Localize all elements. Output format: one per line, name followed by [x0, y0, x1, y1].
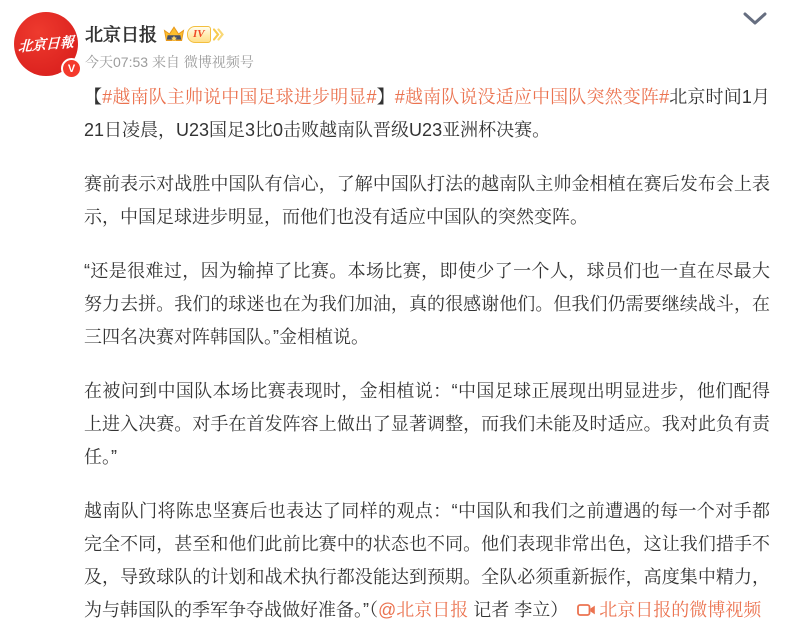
source-prefix: 来自 [151, 54, 180, 70]
membership-badge[interactable] [163, 26, 224, 43]
crown-icon [163, 26, 185, 43]
author-name[interactable]: 北京日报 [85, 25, 157, 45]
hashtag-link[interactable]: #越南队主帅说中国足球进步明显# [102, 87, 377, 107]
author-row [85, 21, 224, 47]
post-paragraph: 赛前表示对战胜中国队有信心，了解中国队打法的越南队主帅金相植在赛后发布会上表示，中国足球进步明显，而他们也没有适应中国队的突然变阵。 [84, 174, 770, 227]
paragraph-text: 北京时间1月21日凌晨，U23国足3比0击败越南队晋级U23亚洲杯决赛。 [84, 87, 771, 140]
post-paragraph [84, 81, 770, 147]
post-paragraph: 在被问到中国队本场比赛表现时，金相植说：“中国足球正展现出明显进步，他们配得上进入决赛。对手在首发阵容上做出了显著调整，而我们未能及时适应。我对此负有责任。” [84, 381, 770, 467]
post-paragraph: “还是很难过，因为输掉了比赛。本场比赛，即使少了一个人，球员们也一直在尽最大努力去拼。我们的球迷也在为我们加油，真的很感谢他们。但我们仍需要继续战斗，在三四名决赛对阵韩国队。”金相植说。 [84, 261, 770, 347]
bracket-close: 】 [376, 87, 395, 107]
level-badge: IV [187, 26, 211, 43]
video-link[interactable] [577, 600, 761, 620]
source-channel[interactable]: 微博视频号 [183, 54, 254, 70]
post-meta [85, 52, 254, 72]
hashtag-link[interactable]: #越南队说没适应中国队突然变阵# [394, 87, 670, 107]
video-camera-icon [577, 595, 596, 628]
reporter-credit: 记者 李立） [468, 600, 569, 620]
chevron-down-icon[interactable] [742, 8, 768, 30]
verified-v-icon: V [61, 58, 82, 79]
avatar[interactable] [14, 12, 78, 76]
bracket-open: 【 [84, 87, 103, 107]
post-paragraph [84, 495, 770, 628]
paragraph-text: 越南队门将陈忠坚赛后也表达了同样的观点：“中国队和我们之前遭遇的每一个对手都完全不同，甚至和他们此前比赛中的状态也不同。他们表现非常出色，这让我们措手不及，导致球队的计划和战术执行都没能达到预期。全队必须重新振作，高度集中精力，为与韩国队的季军争夺战做好准备。”（ [84, 501, 770, 620]
mention-link[interactable]: @北京日报 [378, 600, 469, 620]
avatar-calligraphy-text: 北京日報 [17, 34, 75, 56]
video-link-label: 北京日报的微博视频 [599, 600, 762, 620]
badge-chevrons-icon [213, 28, 224, 41]
timestamp: 今天07:53 [85, 54, 149, 70]
post-content [84, 81, 770, 628]
